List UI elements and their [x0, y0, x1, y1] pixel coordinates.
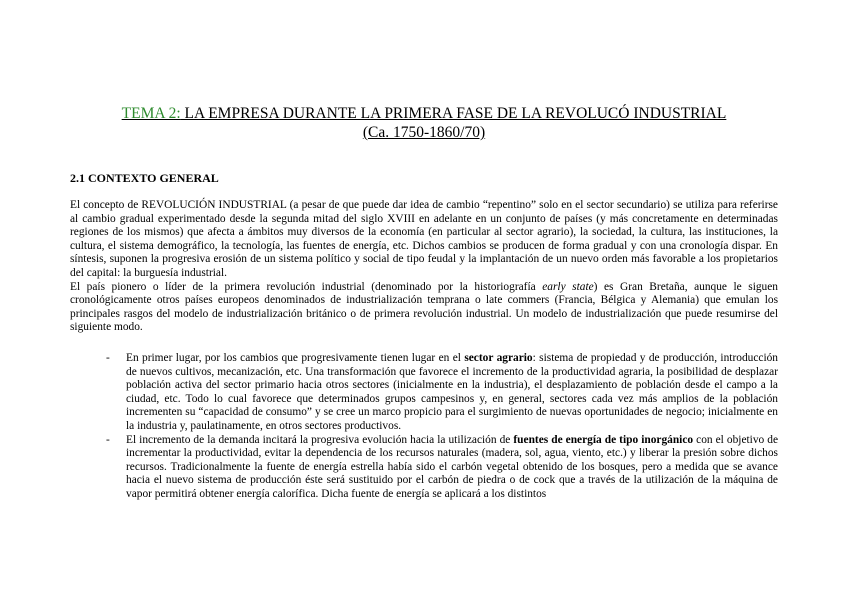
bullet-bold-term: fuentes de energía de tipo inorgánico	[513, 433, 694, 446]
paragraph-2-italic-term: early state	[542, 280, 594, 293]
document-title	[70, 104, 778, 142]
title-line-1	[70, 104, 778, 123]
bullet-list	[70, 352, 778, 502]
list-item	[70, 434, 778, 502]
bullet-dash: -	[106, 433, 110, 446]
bullet-text-before: En primer lugar, por los cambios que progresivamente tienen lugar en el	[126, 352, 465, 364]
section-heading: 2.1 CONTEXTO GENERAL	[70, 171, 219, 185]
paragraph-1: El concepto de REVOLUCIÓN INDUSTRIAL (a pesar de que puede dar idea de cambio “repentino” solo en el sector secundario) se utiliza para referirse al cambio gradual experimentado desde la segunda mitad del siglo XVIII en adelante en un conjunto de países (y más concretamente en determinadas regiones de los mismos) que afecta a ámbitos muy diversos de la economía (en particular al sector agrario), la sociedad, la cultura, las instituciones, la cultura, el sistema demográfico, la tecnología, las fuentes de energía, etc. Dichos cambios se producen de forma gradual y con una cronología dispar. En síntesis, suponen la progresiva erosión de un sistema político y social de tipo feudal y la implantación de un nuevo orden más favorable a los propietarios del capital: la burguesía industrial.	[70, 199, 778, 279]
body-text	[70, 199, 778, 335]
paragraph-2	[70, 281, 778, 335]
title-date-range: (Ca. 1750-1860/70)	[362, 124, 486, 141]
paragraph-2-text-after: ) es Gran Bretaña, aunque le siguen cronológicamente otros países europeos denominados de industrialización temprana o late commers (Francia, Bélgica y Alemania) que emulan los principales rasgos del modelo de industrialización británico o de primera revolución industrial. Un modelo de industrialización que puede resumirse del siguiente modo.	[70, 280, 779, 334]
bullet-text-after: con el objetivo de incrementar la productividad, evitar la dependencia de los recursos naturales (madera, sol, agua, viento, etc.) y liberar la presión sobre dichos recursos. Tradicionalmente la fuente de energía estrella había sido el carbón vegetal obtenido de los bosques, pero a medida que se avance hacia el nuevo sistema de producción éste será sustituido por el carbón de piedra o de cock que a través de la utilización de la máquina de vapor permitirá obtener energía calorífica. Dicha fuente de energía se aplicará a los distintos	[126, 433, 779, 500]
title-text: LA EMPRESA DURANTE LA PRIMERA FASE DE LA REVOLUCÓ INDUSTRIAL	[180, 105, 727, 122]
bullet-bold-term: sector agrario	[464, 352, 533, 364]
bullet-text-before: El incremento de la demanda incitará la progresiva evolución hacia la utilización de	[126, 433, 514, 446]
bullet-dash: -	[106, 352, 110, 364]
list-item	[70, 352, 778, 434]
tema-label: TEMA 2:	[121, 105, 181, 122]
bullet-text-after: : sistema de propiedad y de producción, introducción de nuevos cultivos, mecanización, etc. Una transformación que favorece el incremento de la productividad agraria, la posibilidad de desplazar población activa del sector primario hacia otros sectores (inicialmente en la industria), el desplazamiento de población desde el campo a la ciudad, etc. Todo lo cual favorece que determinados grupos campesinos y, en general, sectores cada vez más amplios de la población incrementen su “capacidad de consumo” y se cree un marco propicio para el surgimiento de nuevas oportunidades de negocio; inicialmente en la industria y, paulatinamente, en otros sectores productivos.	[126, 352, 778, 432]
paragraph-2-text-before: El país pionero o líder de la primera revolución industrial (denominado por la historiografía	[70, 280, 543, 293]
